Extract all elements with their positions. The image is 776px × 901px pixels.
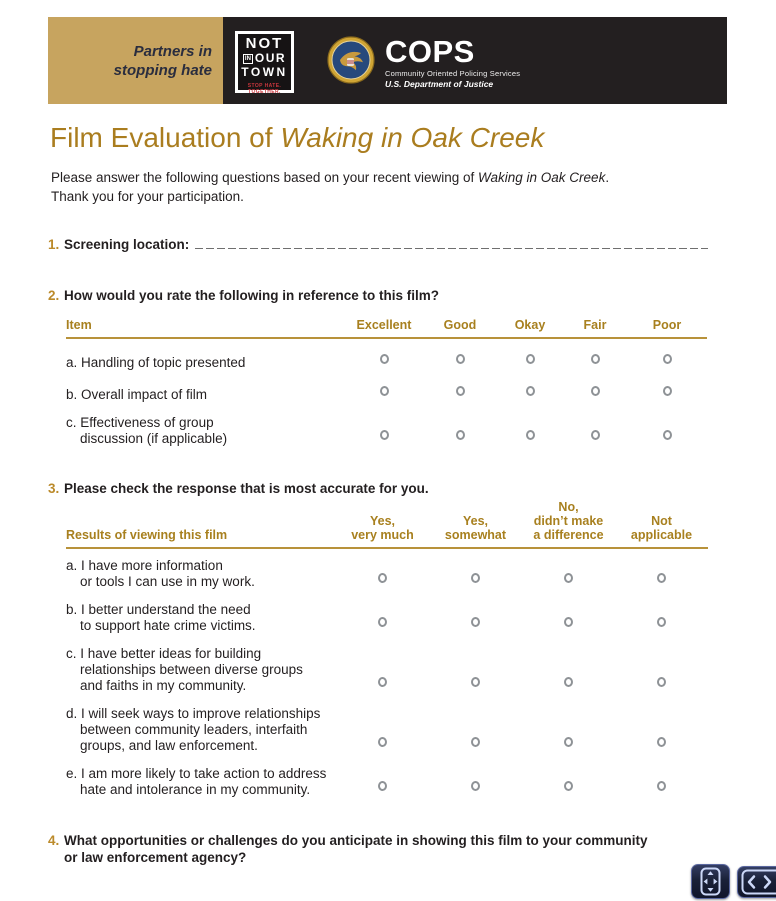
table-row	[66, 403, 707, 447]
q3-c-yes-very-much-radio[interactable]	[378, 677, 387, 687]
title-film-name: Waking in Oak Creek	[280, 122, 545, 153]
q2-b-excellent-radio[interactable]	[380, 386, 389, 396]
q2-b-okay-radio[interactable]	[526, 386, 535, 396]
rating-table-header-row	[66, 318, 707, 338]
cops-acronym: COPS	[385, 34, 475, 69]
niot-word-in: IN	[244, 55, 251, 62]
q3-e-not-applicable-radio[interactable]	[657, 781, 666, 791]
question-3-number: 3.	[48, 481, 60, 496]
row-label: c. I have better ideas for building relationships between diverse groups and faiths in my community.	[66, 646, 303, 693]
question-4	[48, 832, 708, 849]
table-row	[66, 371, 707, 403]
niot-tagline: STOP HATE. TOGETHER.	[247, 83, 282, 95]
q3-e-no-difference-radio[interactable]	[564, 781, 573, 791]
q2-a-poor-radio[interactable]	[663, 354, 672, 364]
column-header-yes-very-much: Yes, very much	[336, 500, 429, 548]
intro-paragraph: Please answer the following questions based on your recent viewing of Waking in Oak Creek. Thank you for your participation.	[51, 170, 610, 204]
q3-d-not-applicable-radio[interactable]	[657, 737, 666, 747]
title-prefix: Film Evaluation of	[50, 122, 281, 153]
question-4-number: 4.	[48, 833, 60, 848]
partners-line1: Partners in	[133, 42, 212, 60]
question-1	[48, 236, 708, 253]
question-2	[48, 287, 708, 304]
q3-e-yes-very-much-radio[interactable]	[378, 781, 387, 791]
intro-text: Please answer the following questions based on your recent viewing of	[51, 170, 479, 185]
q3-a-yes-somewhat-radio[interactable]	[471, 573, 480, 583]
row-label: c. Effectiveness of group discussion (if applicable)	[66, 415, 228, 446]
q2-c-okay-radio[interactable]	[526, 430, 535, 440]
question-3	[48, 480, 708, 497]
q2-a-okay-radio[interactable]	[526, 354, 535, 364]
table-row	[66, 590, 708, 634]
column-header-item: Item	[66, 318, 345, 338]
row-label: e. I am more likely to take action to address hate and intolerance in my community.	[66, 766, 327, 797]
question-2-text: How would you rate the following in reference to this film?	[64, 288, 440, 303]
q2-b-good-radio[interactable]	[456, 386, 465, 396]
column-header-poor: Poor	[627, 318, 707, 338]
column-header-excellent: Excellent	[345, 318, 423, 338]
table-row	[66, 338, 707, 371]
row-label: b. Overall impact of film	[66, 387, 208, 402]
cops-logo	[385, 36, 520, 89]
q2-c-good-radio[interactable]	[456, 430, 465, 440]
q3-a-not-applicable-radio[interactable]	[657, 573, 666, 583]
page-scroll-control[interactable]	[737, 866, 776, 898]
column-header-not-applicable: Not applicable	[615, 500, 708, 548]
cops-subtitle: Community Oriented Policing Services	[385, 69, 521, 78]
q2-c-fair-radio[interactable]	[591, 430, 600, 440]
row-label: a. I have more information or tools I can use in my work.	[66, 558, 255, 589]
partners-block	[48, 17, 223, 104]
partners-line2: stopping hate	[113, 61, 212, 79]
row-label: d. I will seek ways to improve relationships between community leaders, interfaith groups, and law enforcement.	[66, 706, 321, 753]
table-row	[66, 634, 708, 694]
doj-seal-icon	[327, 36, 375, 84]
intro-thanks: Thank you for your participation.	[51, 189, 244, 204]
niot-word-not: NOT	[245, 35, 284, 52]
q2-a-excellent-radio[interactable]	[380, 354, 389, 364]
results-table	[66, 500, 708, 798]
q3-d-yes-very-much-radio[interactable]	[378, 737, 387, 747]
question-4-text: What opportunities or challenges do you anticipate in showing this film to your community	[64, 833, 648, 848]
q3-b-yes-very-much-radio[interactable]	[378, 617, 387, 627]
doj-subtitle: U.S. Department of Justice	[385, 79, 494, 89]
q3-c-no-difference-radio[interactable]	[564, 677, 573, 687]
question-3-text: Please check the response that is most accurate for you.	[64, 481, 429, 496]
q2-c-poor-radio[interactable]	[663, 430, 672, 440]
q3-c-yes-somewhat-radio[interactable]	[471, 677, 480, 687]
q2-b-fair-radio[interactable]	[591, 386, 600, 396]
question-4-text-line2: or law enforcement agency?	[64, 850, 247, 865]
row-label: a. Handling of topic presented	[66, 355, 246, 370]
q3-e-yes-somewhat-radio[interactable]	[471, 781, 480, 791]
rating-table	[66, 318, 707, 447]
table-row	[66, 694, 708, 754]
not-in-our-town-logo	[235, 31, 294, 93]
q2-c-excellent-radio[interactable]	[380, 430, 389, 440]
question-1-label: Screening location:	[64, 237, 190, 252]
q2-b-poor-radio[interactable]	[663, 386, 672, 396]
q3-b-not-applicable-radio[interactable]	[657, 617, 666, 627]
table-row	[66, 548, 708, 590]
intro-film-name: Waking in Oak Creek	[478, 170, 606, 185]
q2-a-good-radio[interactable]	[456, 354, 465, 364]
column-header-results: Results of viewing this film	[66, 500, 336, 548]
niot-word-our: OUR	[254, 51, 287, 65]
row-label: b. I better understand the need to support hate crime victims.	[66, 602, 256, 633]
q3-c-not-applicable-radio[interactable]	[657, 677, 666, 687]
q3-a-yes-very-much-radio[interactable]	[378, 573, 387, 583]
q3-d-yes-somewhat-radio[interactable]	[471, 737, 480, 747]
niot-word-town: TOWN	[241, 65, 288, 79]
chevron-left-icon[interactable]	[749, 877, 754, 888]
column-header-no-difference: No, didn’t make a difference	[522, 500, 615, 548]
q3-b-no-difference-radio[interactable]	[564, 617, 573, 627]
screening-location-blank	[195, 236, 708, 249]
partners-text	[114, 42, 223, 80]
results-table-header-row	[66, 500, 708, 548]
column-header-good: Good	[423, 318, 497, 338]
pan-tool-button[interactable]	[691, 864, 730, 899]
column-header-okay: Okay	[497, 318, 563, 338]
column-header-yes-somewhat: Yes, somewhat	[429, 500, 522, 548]
header-banner	[48, 17, 727, 104]
chevron-right-icon[interactable]	[765, 877, 770, 888]
question-2-number: 2.	[48, 288, 60, 303]
question-1-number: 1.	[48, 237, 60, 252]
q2-a-fair-radio[interactable]	[591, 354, 600, 364]
column-header-fair: Fair	[563, 318, 627, 338]
pan-arrows-icon	[692, 865, 729, 898]
q3-b-yes-somewhat-radio[interactable]	[471, 617, 480, 627]
page-title	[50, 122, 708, 154]
q3-d-no-difference-radio[interactable]	[564, 737, 573, 747]
table-row	[66, 754, 708, 798]
form-content	[48, 118, 708, 866]
q3-a-no-difference-radio[interactable]	[564, 573, 573, 583]
